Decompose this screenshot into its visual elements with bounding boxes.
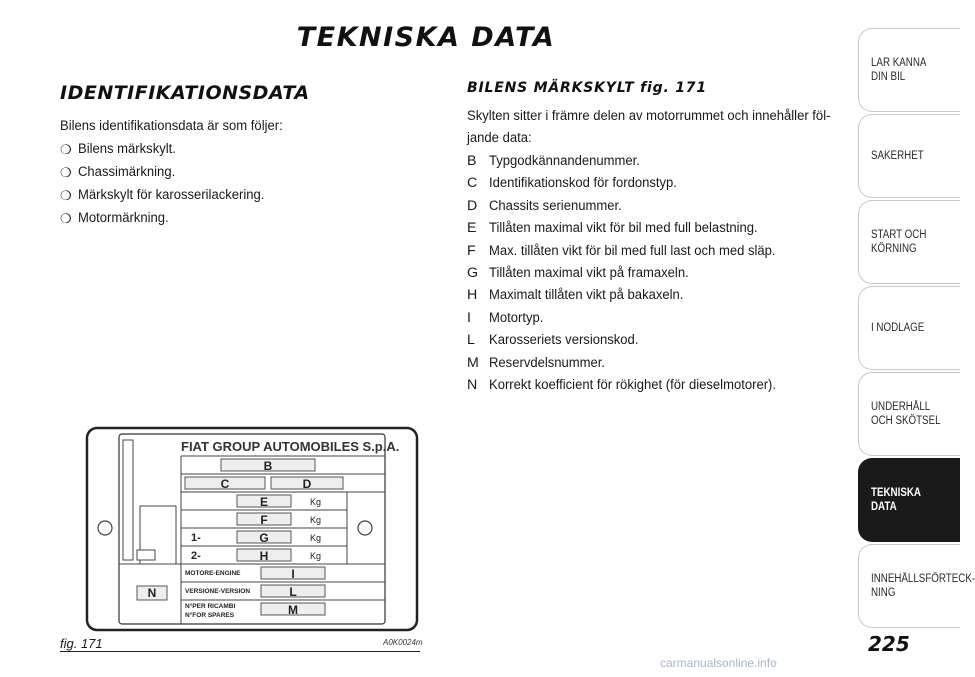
plate-description-line-1: Skylten sitter i främre delen av motorrummet och innehåller föl-	[467, 108, 831, 124]
identification-plate-figure	[85, 426, 419, 632]
list-item: L Karosseriets versionskod.	[467, 332, 639, 349]
circle-bullet-icon: ❍	[60, 165, 72, 180]
list-item: ❍ Märkskylt för karosserilackering.	[60, 184, 420, 207]
tab-lar-kanna-din-bil[interactable]: LÄR KÄNNA DIN BIL	[858, 28, 960, 112]
tab-tekniska-data[interactable]: TEKNISKA DATA	[858, 458, 960, 542]
figure-caption: fig. 171	[60, 636, 103, 651]
list-item: M Reservdelsnummer.	[467, 354, 606, 371]
list-item: D Chassits serienummer.	[467, 197, 622, 214]
rivet-left-icon	[98, 521, 112, 535]
plate-axle-2: 2-	[191, 550, 201, 562]
plate-slot	[123, 440, 133, 560]
page-number: 225	[868, 632, 910, 656]
list-item: ❍ Bilens märkskylt.	[60, 138, 420, 161]
plate-description-line-2: jande data:	[467, 130, 532, 146]
identification-section	[60, 82, 420, 230]
plate-section	[467, 80, 847, 396]
figure-code: A0K0024m	[383, 638, 423, 647]
list-item: N Korrekt koefficient för rökighet (för dieselmotorer).	[467, 377, 777, 394]
plate-field-c: C	[220, 477, 230, 491]
plate-unit-kg: Kg	[310, 551, 322, 561]
plate-label-spares-en: N°FOR SPARES	[185, 612, 235, 619]
plate-field-h: H	[259, 549, 269, 563]
list-item: C Identifikationskod för fordonstyp.	[467, 175, 677, 192]
plate-small-box	[137, 550, 155, 560]
list-item: I Motortyp.	[467, 309, 544, 326]
plate-axle-1: 1-	[191, 532, 201, 544]
list-item: ❍ Motormärkning.	[60, 207, 420, 230]
plate-label-spares-it: N°PER RICAMBI	[185, 603, 236, 610]
intro-text: Bilens identifikationsdata är som följer:	[60, 118, 283, 134]
circle-bullet-icon: ❍	[60, 188, 72, 203]
circle-bullet-icon: ❍	[60, 142, 72, 157]
plate-items-list	[467, 150, 847, 396]
plate-unit-kg: Kg	[310, 497, 322, 507]
list-item: H Maximalt tillåten vikt på bakaxeln.	[467, 287, 684, 304]
plate-field-m: M	[288, 603, 298, 617]
tab-i-nodlage[interactable]: I NÖDLÄGE	[858, 286, 960, 370]
page-title: TEKNISKA DATA	[296, 22, 556, 53]
rivet-right-icon	[358, 521, 372, 535]
plate-field-d: D	[302, 477, 312, 491]
plate-field-e: E	[259, 495, 269, 509]
plate-field-i: I	[291, 567, 295, 581]
list-item: G Tillåten maximal vikt på framaxeln.	[467, 265, 689, 282]
plate-field-g: G	[259, 531, 269, 545]
plate-field-f: F	[260, 513, 268, 527]
tab-start-och-korning[interactable]: START OCH KÖRNING	[858, 200, 960, 284]
list-item: B Typgodkännandenummer.	[467, 153, 640, 169]
plate-label-engine: MOTORE-ENGINE	[185, 570, 241, 577]
plate-unit-kg: Kg	[310, 533, 322, 543]
list-item: F Max. tillåten vikt för bil med full last och med släp.	[467, 242, 776, 259]
subsection-heading: BILENS MÄRKSKYLT fig. 171	[467, 80, 707, 96]
identification-list	[60, 138, 420, 230]
watermark: carmanualsonline.info	[660, 656, 777, 670]
tab-innehallsforteckning[interactable]: INNEHÅLLSFÖRTECK- NING	[858, 544, 960, 628]
plate-field-b: B	[263, 459, 273, 473]
list-item: ❍ Chassimärkning.	[60, 161, 420, 184]
plate-label-version: VERSIONE-VERSION	[185, 588, 251, 595]
tab-sakerhet[interactable]: SÄKERHET	[858, 114, 960, 198]
plate-field-n: N	[147, 586, 157, 600]
plate-company: FIAT GROUP AUTOMOBILES S.p.A.	[181, 439, 400, 454]
chapter-tabs	[858, 28, 975, 630]
plate-unit-kg: Kg	[310, 515, 322, 525]
tab-underhall-och-skotsel[interactable]: UNDERHÅLL OCH SKÖTSEL	[858, 372, 960, 456]
figure-divider	[60, 651, 420, 652]
plate-field-l: L	[289, 585, 297, 599]
list-item: E Tillåten maximal vikt för bil med full belastning.	[467, 220, 758, 237]
circle-bullet-icon: ❍	[60, 211, 72, 226]
section-heading: IDENTIFIKATIONSDATA	[60, 82, 310, 104]
